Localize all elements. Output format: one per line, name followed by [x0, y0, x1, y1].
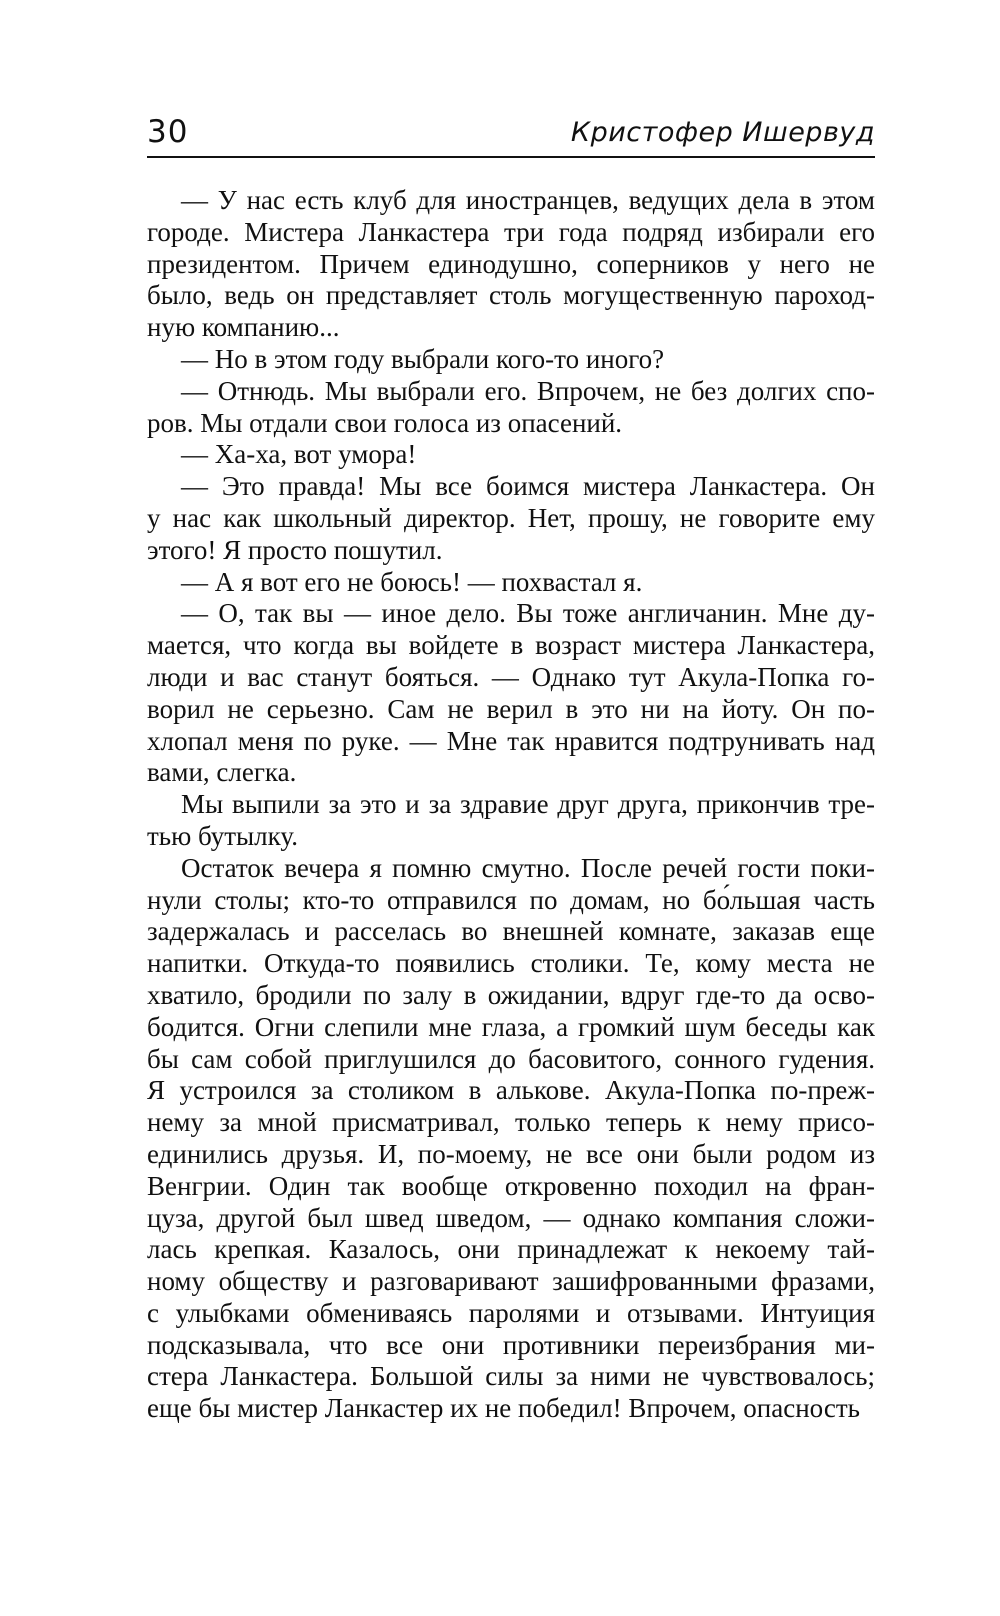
text-line: Остаток вечера я помню смутно. После речей гости поки-	[181, 852, 875, 883]
text-line: бодится. Огни слепили мне глаза, а громкий шум беседы как	[147, 1011, 875, 1042]
text-line: хватило, бродили по залу в ожидании, вдруг где-то да осво-	[147, 979, 875, 1010]
text-line: с улыбками обмениваясь паролями и отзывами. Интуиция	[147, 1297, 875, 1328]
text-line: Венгрии. Один так вообще откровенно походил на фран-	[147, 1170, 875, 1201]
text-line: — А я вот его не боюсь! — похвастал я.	[181, 566, 643, 597]
text-line: — Но в этом году выбрали кого-то иного?	[181, 343, 665, 374]
text-line: бы сам собой приглушился до басовитого, сонного гудения.	[147, 1043, 875, 1074]
paragraph	[147, 185, 875, 344]
text-line: у нас как школьный директор. Нет, прошу, не говорите ему	[147, 502, 875, 533]
paragraph	[147, 853, 875, 1425]
paragraph	[147, 567, 875, 599]
text-line: — Это правда! Мы все боимся мистера Ланкастера. Он	[181, 471, 875, 502]
text-line: вами, слегка.	[147, 757, 297, 788]
text-line: хлопал меня по руке. — Мне так нравится подтрунивать над	[147, 725, 875, 756]
text-line: — Ха-ха, вот умора!	[181, 439, 417, 470]
page-number: 30	[147, 114, 189, 150]
text-line: подсказывала, что все они противники переизбрания ми-	[147, 1329, 875, 1360]
paragraph	[147, 471, 875, 566]
page-header	[147, 110, 875, 158]
text-line: президентом. Причем единодушно, соперников у него не	[147, 248, 875, 279]
text-line: еще бы мистер Ланкастер их не победил! Впрочем, опасность	[147, 1393, 860, 1424]
text-line: этого! Я просто пошутил.	[147, 534, 443, 565]
paragraph	[147, 598, 875, 789]
text-line: цуза, другой был швед шведом, — однако компания сложи-	[147, 1202, 875, 1233]
text-line: задержалась и расселась во внешней комнате, заказав еще	[147, 916, 875, 947]
paragraph	[147, 376, 875, 440]
text-line: — У нас есть клуб для иностранцев, ведущих дела в этом	[181, 185, 875, 215]
text-line: ворил не серьезно. Сам не верил в это ни на йоту. Он по-	[147, 693, 875, 724]
paragraph	[147, 439, 875, 471]
text-line: Мы выпили за это и за здравие друг друга, прикончив тре-	[181, 789, 875, 820]
text-line: люди и вас станут бояться. — Однако тут Акула-Попка го-	[147, 661, 875, 692]
text-line: Я устроился за столиком в алькове. Акула-Попка по-преж-	[147, 1075, 875, 1106]
text-line: — О, так вы — иное дело. Вы тоже англичанин. Мне ду-	[181, 598, 875, 629]
text-line: было, ведь он представляет столь могущественную пароход-	[147, 280, 875, 311]
paragraph	[147, 344, 875, 376]
text-line: мается, что когда вы войдете в возраст мистера Ланкастера,	[147, 630, 875, 661]
text-line: ную компанию...	[147, 312, 340, 343]
text-line: ров. Мы отдали свои голоса из опасений.	[147, 407, 623, 438]
text-line: городе. Мистера Ланкастера три года подряд избирали его	[147, 216, 875, 247]
running-head-author: Кристофер Ишервуд	[570, 117, 875, 148]
text-line: нему за мной присматривал, только теперь к нему присо-	[147, 1107, 875, 1138]
paragraph	[147, 789, 875, 853]
text-line: лась крепкая. Казалось, они принадлежат к некоему тай-	[147, 1234, 875, 1265]
text-line: напитки. Откуда-то появились столики. Те, кому места не	[147, 948, 875, 979]
body-text	[147, 185, 875, 1425]
text-line: ному обществу и разговаривают зашифрованными фразами,	[147, 1266, 875, 1297]
text-line: нули столы; кто-то отправился по домам, но бо́льшая часть	[147, 884, 875, 915]
text-line: тью бутылку.	[147, 820, 298, 851]
text-line: — Отнюдь. Мы выбрали его. Впрочем, не без долгих спо-	[181, 375, 875, 406]
text-line: стера Ланкастера. Большой силы за ними не чувствовалось;	[147, 1361, 875, 1392]
text-line: единились друзья. И, по-моему, не все они были родом из	[147, 1138, 875, 1169]
